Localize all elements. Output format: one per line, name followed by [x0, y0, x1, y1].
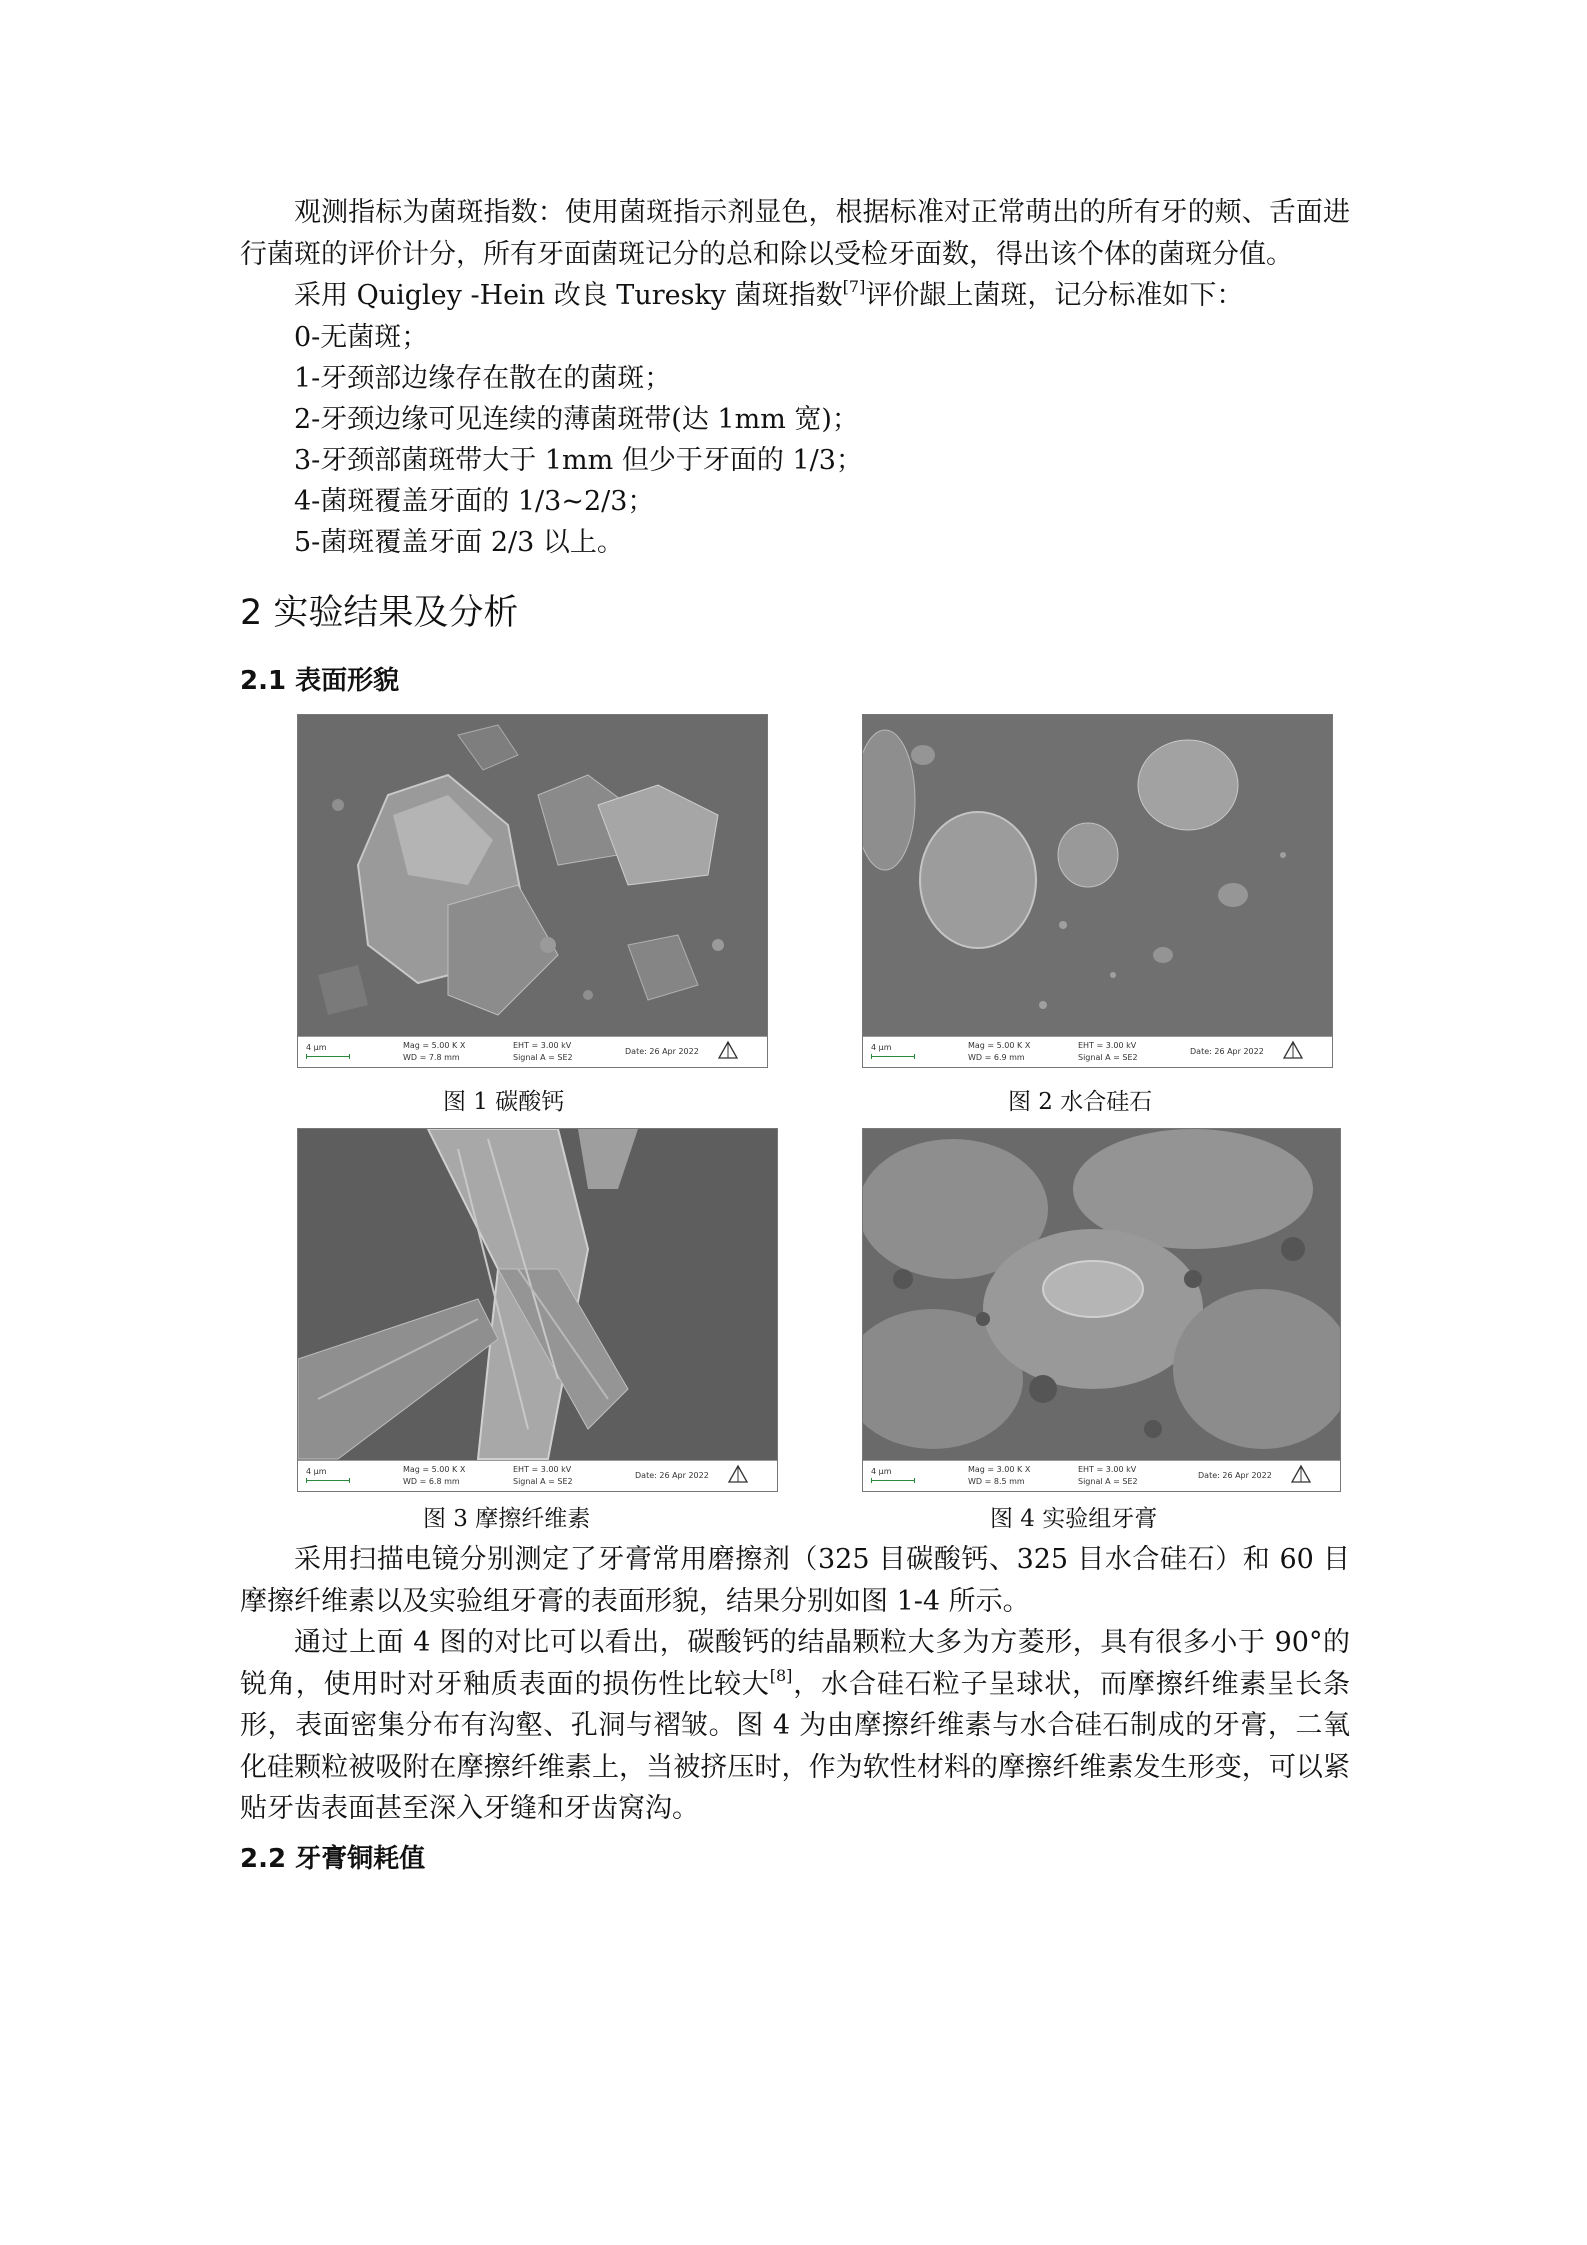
- date-label: Date: 26 Apr 2022: [635, 1471, 709, 1480]
- sem-info-bar: [863, 1036, 1332, 1067]
- figure-3-caption: 图 3 摩擦纤维素: [423, 1506, 591, 1532]
- figure-2-caption: 图 2 水合硅石: [1008, 1089, 1153, 1115]
- results-p2-text-end: ，水合硅石粒子呈球状，而摩擦纤维素呈长条形，表面密集分布有沟壑、孔洞与褶皱。图 4 为由摩擦纤维素与水合硅石制成的牙膏，二氧化硅颗粒被吸附在摩擦纤维素上，当被挤压时，作为软性材料的摩擦纤维素发生形变，可以紧贴牙齿表面甚至深入牙缝和牙齿窝沟。: [240, 1668, 1351, 1824]
- sem-micrograph: [298, 715, 767, 1037]
- mag-label: Mag = 3.00 K X: [968, 1465, 1031, 1474]
- score-item-0: 0-无菌斑；: [294, 322, 429, 353]
- sem-image-hydrated-silica: [862, 714, 1333, 1068]
- sem-info-bar: [298, 1036, 767, 1067]
- score-item-1: 1-牙颈部边缘存在散在的菌斑；: [294, 363, 672, 394]
- scale-bar: [871, 1056, 915, 1057]
- date-label: Date: 26 Apr 2022: [1198, 1471, 1272, 1480]
- subsection-heading-2-1: 2.1 表面形貌: [240, 666, 400, 696]
- wd-label: WD = 6.9 mm: [968, 1053, 1025, 1062]
- eht-label: EHT = 3.00 kV: [1078, 1041, 1137, 1050]
- mag-label: Mag = 5.00 K X: [403, 1041, 466, 1050]
- sem-image-friction-cellulose: [297, 1128, 778, 1492]
- scale-label: 4 μm: [871, 1467, 892, 1476]
- wd-label: WD = 6.8 mm: [403, 1477, 460, 1486]
- results-paragraph-2: [240, 1622, 1350, 1830]
- intro-p2-text: 采用 Quigley -Hein 改良 Turesky 菌斑指数: [294, 280, 843, 311]
- score-item-4: 4-菌斑覆盖牙面的 1/3~2/3；: [294, 486, 655, 517]
- zeiss-logo-icon: [717, 1040, 739, 1062]
- score-item-2: 2-牙颈边缘可见连续的薄菌斑带(达 1mm 宽)；: [294, 404, 859, 435]
- sem-image-calcium-carbonate: [297, 714, 768, 1068]
- date-label: Date: 26 Apr 2022: [1190, 1047, 1264, 1056]
- subsection-heading-2-2: 2.2 牙膏铜耗值: [240, 1844, 426, 1874]
- sem-micrograph: [298, 1129, 777, 1461]
- section-heading-2: 2 实验结果及分析: [240, 593, 519, 633]
- eht-label: EHT = 3.00 kV: [513, 1041, 572, 1050]
- signal-label: Signal A = SE2: [513, 1053, 573, 1062]
- intro-p2-text-end: 评价龈上菌斑，记分标准如下：: [865, 280, 1244, 311]
- wd-label: WD = 8.5 mm: [968, 1477, 1025, 1486]
- intro-text: [240, 192, 1350, 317]
- scale-label: 4 μm: [871, 1043, 892, 1052]
- scale-bar: [306, 1056, 350, 1057]
- zeiss-logo-icon: [727, 1464, 749, 1486]
- eht-label: EHT = 3.00 kV: [1078, 1465, 1137, 1474]
- citation-8: [8]: [769, 1665, 793, 1685]
- sem-micrograph: [863, 1129, 1340, 1461]
- sem-info-bar: [863, 1460, 1340, 1491]
- signal-label: Signal A = SE2: [1078, 1477, 1138, 1486]
- wd-label: WD = 7.8 mm: [403, 1053, 460, 1062]
- date-label: Date: 26 Apr 2022: [625, 1047, 699, 1056]
- scale-label: 4 μm: [306, 1043, 327, 1052]
- figure-1-caption: 图 1 碳酸钙: [443, 1089, 565, 1115]
- results-paragraph-1: 采用扫描电镜分别测定了牙膏常用磨擦剂（325 目碳酸钙、325 目水合硅石）和 60 目摩擦纤维素以及实验组牙膏的表面形貌，结果分别如图 1-4 所示。: [240, 1544, 1350, 1617]
- zeiss-logo-icon: [1282, 1040, 1304, 1062]
- zeiss-logo-icon: [1290, 1464, 1312, 1486]
- results-p2-text: 通过上面 4 图的对比可以看出，碳酸钙的结晶颗粒大多为方菱形，具有很多小于 90°的锐角，使用时对牙釉质表面的损伤性比较大: [240, 1627, 1350, 1700]
- scale-bar: [306, 1480, 350, 1481]
- intro-paragraph-2: [240, 275, 1350, 317]
- mag-label: Mag = 5.00 K X: [968, 1041, 1031, 1050]
- mag-label: Mag = 5.00 K X: [403, 1465, 466, 1474]
- eht-label: EHT = 3.00 kV: [513, 1465, 572, 1474]
- sem-image-experimental-toothpaste: [862, 1128, 1341, 1492]
- score-item-5: 5-菌斑覆盖牙面 2/3 以上。: [294, 527, 624, 558]
- signal-label: Signal A = SE2: [513, 1477, 573, 1486]
- intro-paragraph-1: 观测指标为菌斑指数：使用菌斑指示剂显色，根据标准对正常萌出的所有牙的颊、舌面进行菌斑的评价计分，所有牙面菌斑记分的总和除以受检牙面数，得出该个体的菌斑分值。: [240, 197, 1350, 270]
- sem-micrograph: [863, 715, 1332, 1037]
- score-item-3: 3-牙颈部菌斑带大于 1mm 但少于牙面的 1/3；: [294, 445, 863, 476]
- scale-label: 4 μm: [306, 1467, 327, 1476]
- results-text: [240, 1539, 1350, 1830]
- figure-4-caption: 图 4 实验组牙膏: [990, 1506, 1158, 1532]
- signal-label: Signal A = SE2: [1078, 1053, 1138, 1062]
- sem-info-bar: [298, 1460, 777, 1491]
- scale-bar: [871, 1480, 915, 1481]
- citation-7: [7]: [842, 277, 866, 296]
